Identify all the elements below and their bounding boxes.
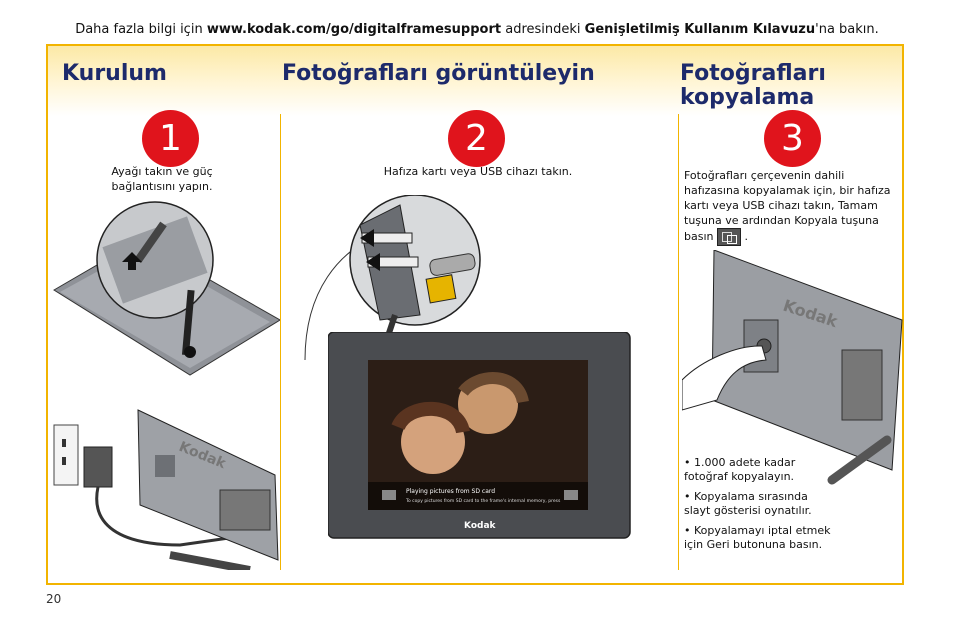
stand-attach-illustration bbox=[50, 200, 280, 380]
step-number-2: 2 bbox=[448, 110, 505, 167]
section-title-view: Fotoğrafları görüntüleyin bbox=[282, 61, 595, 86]
header-prefix: Daha fazla bilgi için bbox=[75, 22, 207, 37]
header-url[interactable]: www.kodak.com/go/digitalframesupport bbox=[206, 22, 502, 37]
copy-button-icon bbox=[717, 228, 741, 246]
step-1-text: Ayağı takın ve güç bağlantısını yapın. bbox=[111, 165, 213, 193]
frame-brand-label: Kodak bbox=[780, 295, 840, 332]
screen-caption-title: Playing pictures from SD card bbox=[406, 488, 496, 495]
step-number-3: 3 bbox=[764, 110, 821, 167]
section-title-setup: Kurulum bbox=[62, 61, 167, 86]
frame-display-illustration bbox=[328, 332, 632, 540]
step-3-text-end: . bbox=[740, 230, 748, 243]
column-divider bbox=[678, 114, 679, 570]
copy-press-illustration bbox=[682, 250, 904, 510]
list-item: • Kopyalamayı iptal etmek için Geri butonuna basın. bbox=[684, 524, 831, 551]
frame-brand-label: Kodak bbox=[464, 521, 496, 531]
power-connect-illustration bbox=[50, 405, 280, 570]
page-number: 20 bbox=[46, 592, 62, 606]
header-guide: Genişletilmiş Kullanım Kılavuzu bbox=[584, 22, 816, 37]
column-divider bbox=[280, 114, 281, 570]
step-2-text: Hafıza kartı veya USB cihazı takın. bbox=[383, 165, 573, 178]
list-item: • Kopyalama sırasında slayt gösterisi oynatılır. bbox=[684, 490, 812, 517]
header-suffix: 'na bakın. bbox=[815, 22, 879, 37]
screen-caption-text: To copy pictures from SD card to the frame's internal memory, press bbox=[406, 499, 561, 504]
header-note bbox=[0, 22, 954, 37]
step-number-1: 1 bbox=[142, 110, 199, 167]
step-3-text bbox=[684, 168, 902, 246]
step-3-text-body: Fotoğrafları çerçevenin dahili hafızasına kopyalamak için, bir hafıza kartı veya USB cihazı takın, Tamam tuşuna ve ardından Kopyala tuşuna basın bbox=[684, 169, 891, 243]
section-title-copy: Fotoğrafları kopyalama bbox=[680, 61, 826, 110]
frame-brand-label: Kodak bbox=[176, 438, 228, 473]
list-item: • 1.000 adete kadar fotoğraf kopyalayın. bbox=[684, 456, 796, 483]
header-middle: adresindeki bbox=[501, 22, 585, 37]
